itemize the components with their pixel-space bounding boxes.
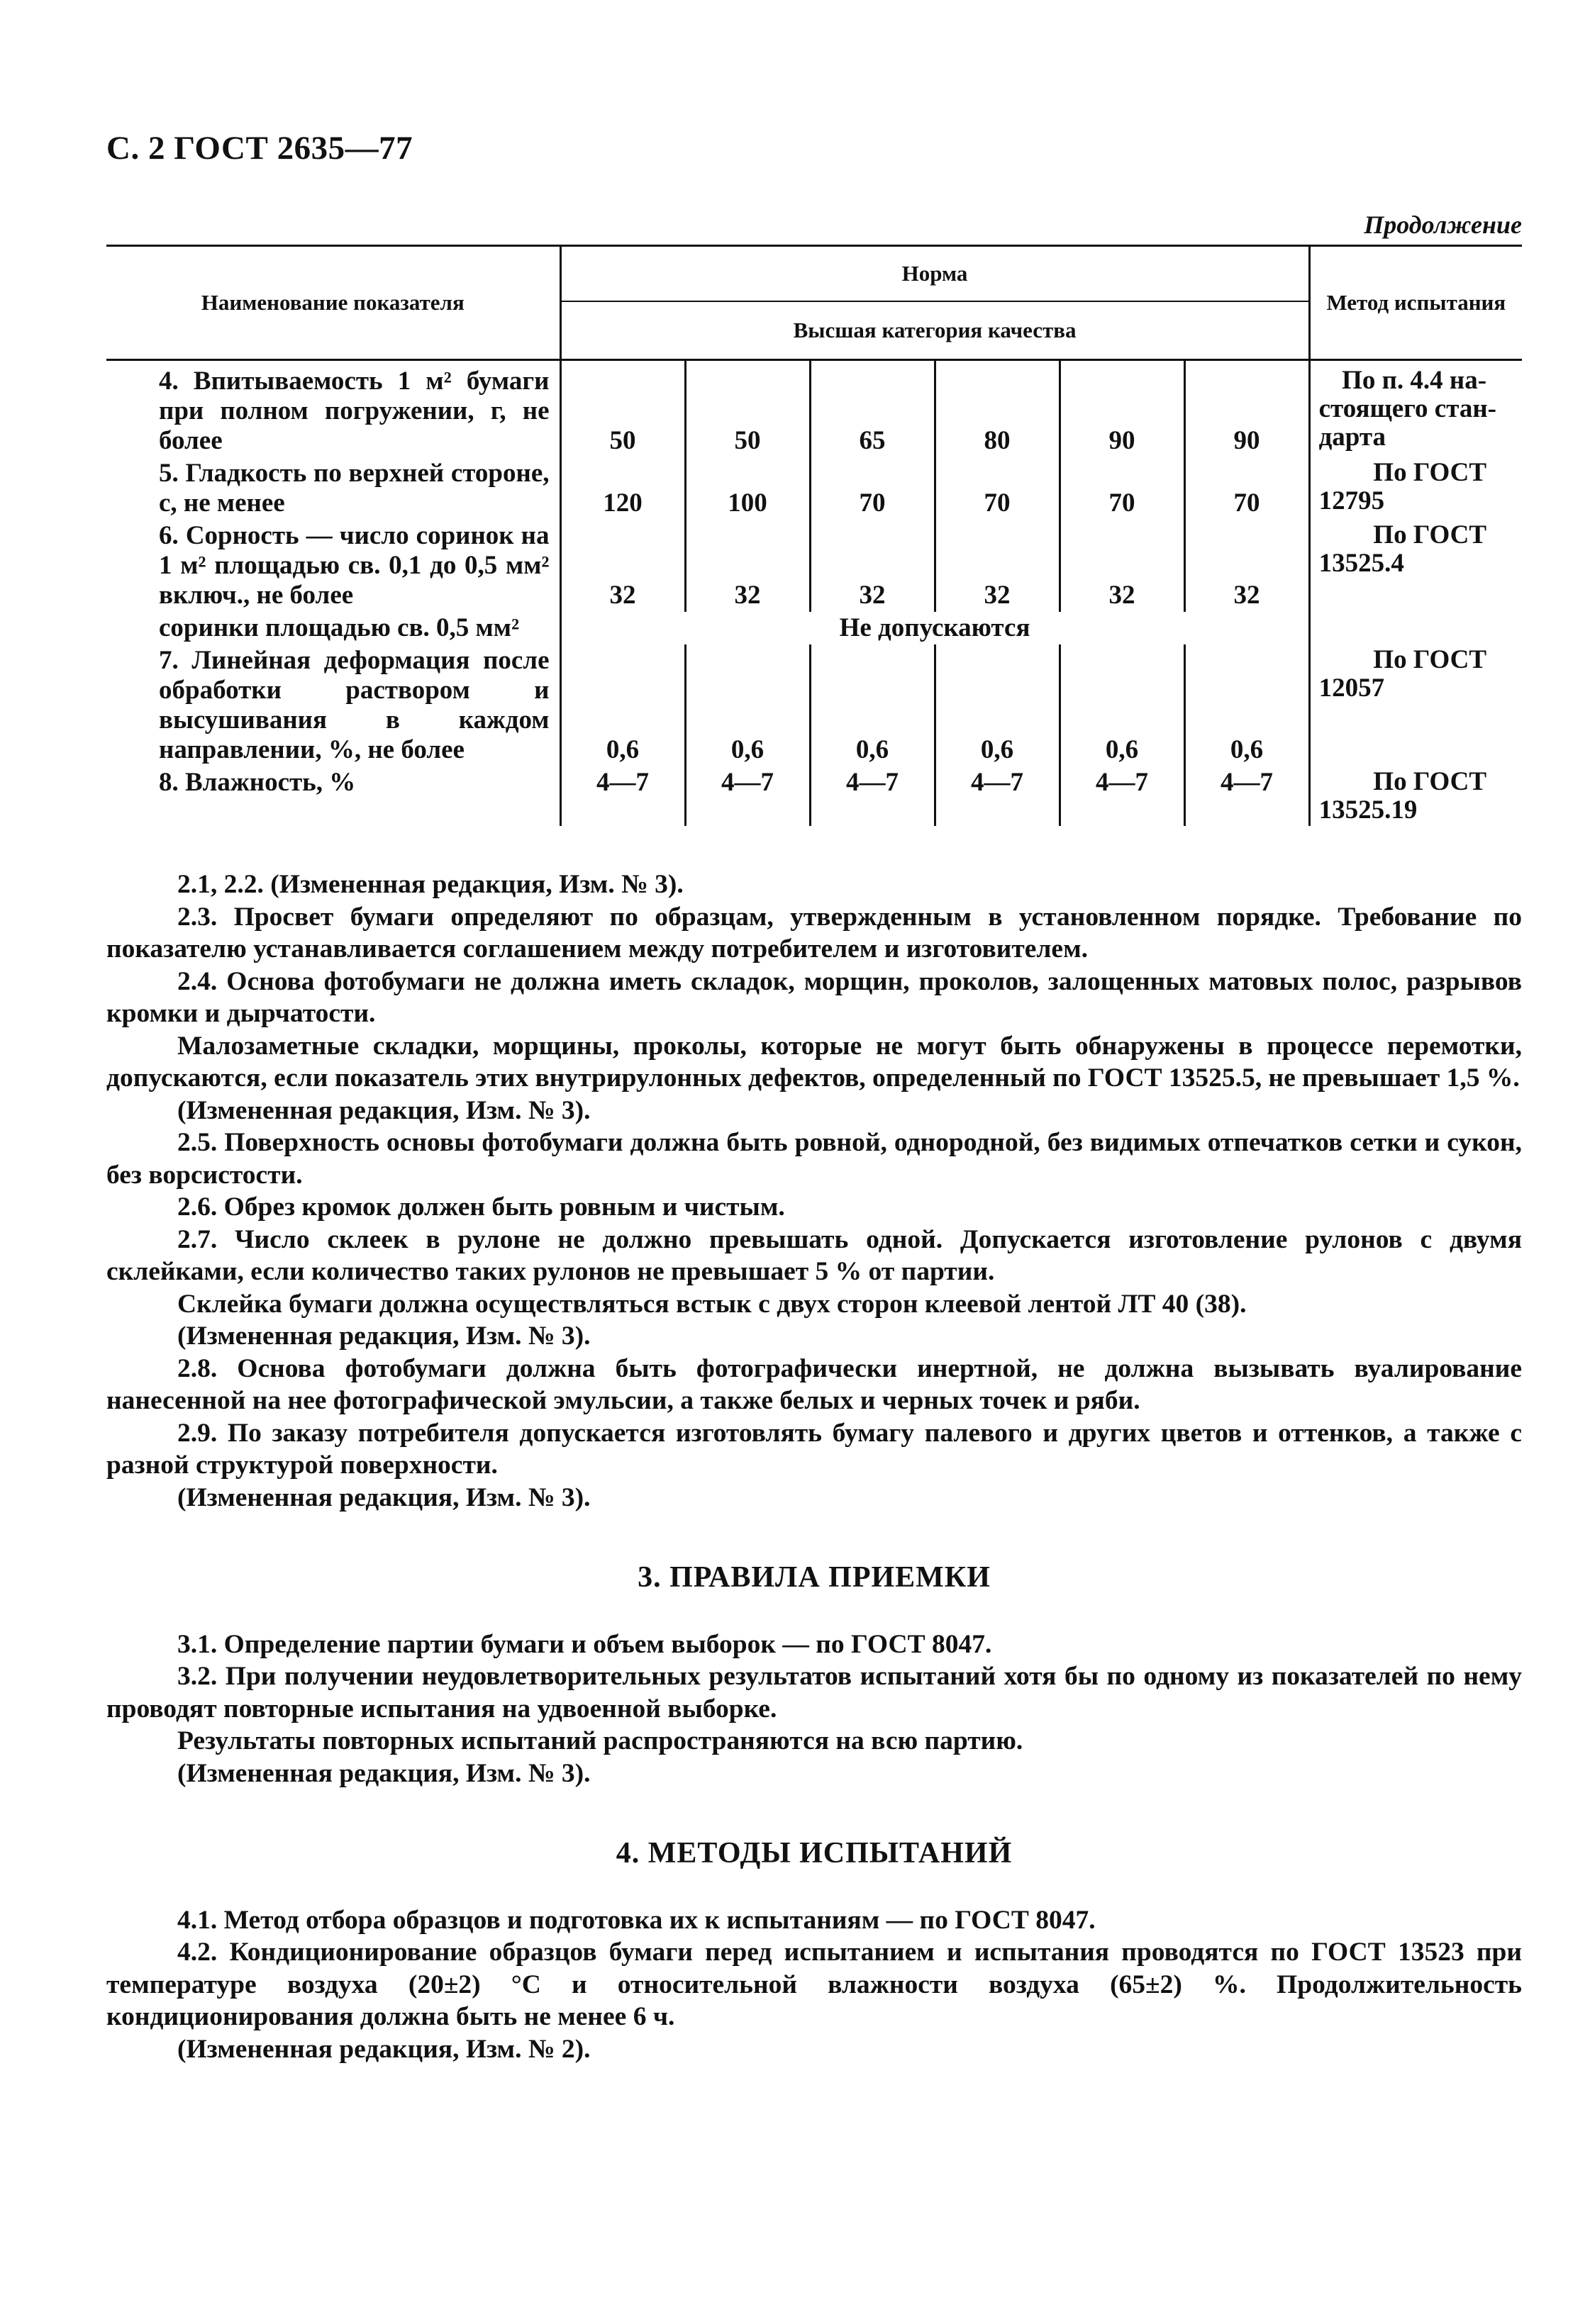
cell-value: 70 — [810, 457, 935, 520]
amendment-note: (Измененная редакция, Изм. № 3). — [177, 1322, 591, 1351]
column-header-method: Метод испытания — [1309, 246, 1522, 360]
paragraph: 2.6. Обрез кромок должен быть ровным и чистым. — [177, 1192, 785, 1222]
cell-value: 32 — [1184, 520, 1309, 612]
cell-value: 90 — [1184, 360, 1309, 458]
cell-value: 50 — [560, 360, 685, 458]
cell-method — [1309, 612, 1522, 644]
row-name: 8. Влажность, % — [159, 768, 356, 797]
table-row — [106, 612, 1522, 644]
paragraph: 4.2. Кондиционирование образцов бумаги перед испытанием и испытания проводятся по ГОСТ 13523 при температуре воздуха (20±2) °С и относительной влажности воздуха (65±2) %. Продолжительность кондиционирования должна быть не менее 6 ч. — [106, 1938, 1522, 2031]
row-name: 6. Сорность — число соринок на 1 м² площадью св. 0,1 до 0,5 мм² включ., не более — [159, 521, 550, 610]
paragraph: 2.9. По заказу потребителя допускается изготовлять бумагу палевого и других цветов и оттенков, а также с разной структурой поверхности. — [106, 1418, 1522, 1480]
paragraph: 2.7. Число склеек в рулоне не должно превышать одной. Допускается изготовление рулонов с двумя склейками, если количество таких рулонов не превышает 5 % от партии. — [106, 1224, 1522, 1286]
cell-method: По п. 4.4 на- стоящего стан- дарта — [1309, 360, 1522, 458]
cell-value: 70 — [1060, 457, 1184, 520]
cell-value: 32 — [935, 520, 1060, 612]
cell-method: По ГОСТ 12057 — [1309, 644, 1522, 766]
cell-value: 90 — [1060, 360, 1184, 458]
paragraph: Склейка бумаги должна осуществляться встык с двух сторон клеевой лентой ЛТ 40 (38). — [177, 1289, 1247, 1319]
paragraph: 2.8. Основа фотобумаги должна быть фотографически инертной, не должна вызывать вуалирование нанесенной на нее фотографической эмульсии, а также белых и черных точек и ряби. — [106, 1353, 1522, 1415]
cell-value: 32 — [810, 520, 935, 612]
column-header-norm: Норма — [560, 246, 1309, 302]
column-header-category: Высшая категория качества — [560, 301, 1309, 360]
cell-value: 4—7 — [560, 766, 685, 826]
cell-value: 120 — [560, 457, 685, 520]
cell-value: 0,6 — [810, 644, 935, 766]
cell-value: 70 — [935, 457, 1060, 520]
cell-value: 0,6 — [1060, 644, 1184, 766]
norms-table — [106, 245, 1522, 826]
paragraph: 2.4. Основа фотобумаги не должна иметь складок, морщин, проколов, залощенных матовых полос, разрывов кромки и дырчатости. — [106, 966, 1522, 1028]
cell-value: 4—7 — [1060, 766, 1184, 826]
paragraph: Малозаметные складки, морщины, проколы, которые не могут быть обнаружены в процессе перемотки, допускаются, если показатель этих внутрирулонных дефектов, определенный по ГОСТ 13525.5, не превышает 1,5 %. — [106, 1031, 1522, 1093]
cell-value: 32 — [1060, 520, 1184, 612]
cell-value: 4—7 — [685, 766, 810, 826]
cell-value: 70 — [1184, 457, 1309, 520]
paragraph: 2.5. Поверхность основы фотобумаги должна быть ровной, однородной, без видимых отпечатков сетки и сукон, без ворсистости. — [106, 1128, 1522, 1190]
amendment-note: (Измененная редакция, Изм. № 3). — [177, 1758, 591, 1788]
amendment-note: (Измененная редакция, Изм. № 2). — [177, 2034, 591, 2064]
cell-value: 32 — [685, 520, 810, 612]
cell-value: 4—7 — [810, 766, 935, 826]
paragraph: 2.3. Просвет бумаги определяют по образцам, утвержденным в установленном порядке. Требование по показателю устанавливается соглашением между потребителем и изготовителем. — [106, 902, 1522, 963]
cell-value: 0,6 — [935, 644, 1060, 766]
page-header: С. 2 ГОСТ 2635—77 — [106, 130, 413, 167]
cell-method: По ГОСТ 13525.4 — [1309, 520, 1522, 612]
section-heading: 3. ПРАВИЛА ПРИЕМКИ — [638, 1561, 991, 1594]
table-row — [106, 520, 1522, 612]
table-row — [106, 360, 1522, 458]
cell-value: 4—7 — [935, 766, 1060, 826]
section-heading: 4. МЕТОДЫ ИСПЫТАНИЙ — [616, 1837, 1013, 1870]
table-row — [106, 644, 1522, 766]
row-name: 7. Линейная деформация после обработки раствором и высушивания в каждом направлении, %, не более — [159, 646, 550, 764]
cell-value: 0,6 — [685, 644, 810, 766]
cell-value: 80 — [935, 360, 1060, 458]
cell-value: 0,6 — [1184, 644, 1309, 766]
table-row — [106, 766, 1522, 826]
body-text — [106, 868, 1522, 2065]
continuation-label: Продолжение — [1364, 211, 1522, 239]
cell-method: По ГОСТ 13525.19 — [1309, 766, 1522, 826]
table-row — [106, 457, 1522, 520]
paragraph: 4.1. Метод отбора образцов и подготовка их к испытаниям — по ГОСТ 8047. — [177, 1905, 1096, 1935]
amendment-note: (Измененная редакция, Изм. № 3). — [177, 1095, 591, 1125]
paragraph: 3.1. Определение партии бумаги и объем выборок — по ГОСТ 8047. — [177, 1629, 992, 1659]
cell-value: 50 — [685, 360, 810, 458]
paragraph: 3.2. При получении неудовлетворительных результатов испытаний хотя бы по одному из показателей по нему проводят повторные испытания на удвоенной выборке. — [106, 1662, 1522, 1724]
column-header-name: Наименование показателя — [106, 246, 560, 360]
cell-method: По ГОСТ 12795 — [1309, 457, 1522, 520]
cell-value-span: Не допускаются — [560, 612, 1309, 644]
row-name: 5. Гладкость по верхней стороне, с, не менее — [159, 459, 550, 518]
cell-value: 0,6 — [560, 644, 685, 766]
cell-value: 4—7 — [1184, 766, 1309, 826]
cell-value: 100 — [685, 457, 810, 520]
paragraph: 2.1, 2.2. (Измененная редакция, Изм. № 3). — [177, 870, 684, 899]
row-name: 4. Впитываемость 1 м² бумаги при полном погружении, г, не более — [159, 367, 550, 455]
row-name: соринки площадью св. 0,5 мм² — [159, 613, 520, 642]
cell-value: 32 — [560, 520, 685, 612]
cell-value: 65 — [810, 360, 935, 458]
amendment-note: (Измененная редакция, Изм. № 3). — [177, 1482, 591, 1512]
paragraph: Результаты повторных испытаний распространяются на всю партию. — [177, 1726, 1023, 1755]
